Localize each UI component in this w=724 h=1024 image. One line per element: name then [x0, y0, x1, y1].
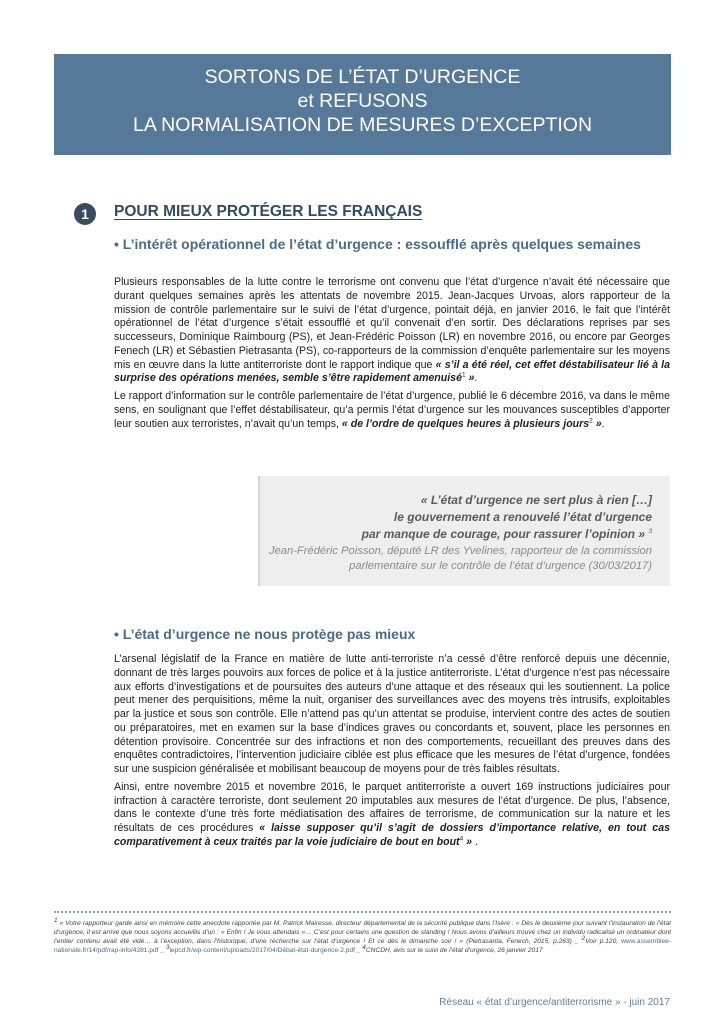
- pull-quote-source-1: Jean-Frédéric Poisson, député LR des Yvelines, rapporteur de la commission: [268, 545, 652, 557]
- section-number-badge: 1: [74, 203, 96, 225]
- title-line-1: SORTONS DE L’ÉTAT D’URGENCE: [204, 66, 521, 88]
- pull-quote-box: [258, 476, 670, 586]
- footnote-ref-4: 4: [459, 835, 464, 843]
- footnotes: $^1$ « Votre rapporteur garde ainsi en mémoire cette anecdote rapportée par M. Patrick Mairesse, directeur départemental de la sécurité publique dans l’Isère : « Dès le deuxième jour suivant l’instauration de l’état d’urgence, il est arrivé que nous soyons accueillis d’un : « Enfin ! Je vous attendais »… C’est pour certains une question de standing ! Nous avons d’ailleurs trouvé chez un individu radicalisé un ordinateur dont l’entier contenu avait été vidé… à l’exception, dans l’historique, d’une recherche sur l’état d’urgence ! Et ce dès le dimanche soir ! » (Pietrasanta, Fenech, 2015, p.263) _ $^2$Voir p.120, www.assemblee-nationale.fr/14/pdf/rap-info/4281.pdf _ $^3$lepcd.fr/wp-content/uploads/2017/04/Débat-état-durgence-2.pdf _ $^4$CNCDH, avis sur le suivi de l’état d’urgence, 26 janvier 2017: [54, 916, 671, 954]
- pull-quote-line-1: « L’état d’urgence ne sert plus à rien […]: [420, 493, 652, 507]
- footnote-ref-2: 2: [589, 416, 593, 424]
- title-banner: [54, 54, 671, 155]
- quote-inline-1: « s’il a été réel, cet effet déstabilisateur lié à la surprise des opérations menées, semble s’être rapidement amenuisé: [114, 358, 670, 385]
- paragraph-4: Ainsi, entre novembre 2015 et novembre 2016, le parquet antiterroriste a ouvert 169 instructions judiciaires pour infraction à caractère terroriste, dont seulement 20 imputables aux mesures de l’état d’urgence. De plus, l’absence, dans le contexte d’une très forte médiatisation des affaires de terrorisme, de communication sur la nature et les résultats de ces procédures « laisse supposer qu’il s’agit de dossiers d’importance relative, en tout cas comparativement à ceux traités par la voie judiciaire de bout en bout$^4$ » .: [114, 780, 670, 848]
- pull-quote-line-2: le gouvernement a renouvelé l’état d’urgence: [393, 510, 652, 524]
- footnote-ref-3: 3: [648, 528, 652, 535]
- paragraph-3: L’arsenal législatif de la France en matière de lutte anti-terroriste n’a cessé d’être renforcé depuis une décennie, donnant de très larges pouvoirs aux forces de police et à la justice antiterroriste. L’état d’urgence n’est pas nécessaire aux efforts d’investigations et de poursuites des auteurs d’une attaque et des réseaux qui les soutiennent. La police peut mener des perquisitions, même la nuit, organiser des surveillances avec des moyens très intrusifs, exploitables par la justice et sous son contrôle. Elle n’attend pas qu’un attentat se produise, intervient contre des actes de soutien ou préparatoires, met en examen sur la base d’indices graves ou concordants et, souvent, place les personnes en détention provisoire. Concentrée sur des infractions et non des comportements, recueillant des preuves dans des enquêtes contradictoires, l’intervention judiciaire ciblée est plus efficace que les mesures de l’état d’urgence, fondées sur une suspicion généralisée et mobilisant beaucoup de moyens pour de très faibles résultats.: [114, 653, 670, 775]
- title-line-3: LA NORMALISATION DE MESURES D’EXCEPTION: [132, 114, 593, 136]
- pull-quote-line-3: par manque de courage, pour rassurer l’opinion » $^3$: [361, 527, 652, 541]
- paragraph-1: Plusieurs responsables de la lutte contre le terrorisme ont convenu que l’état d’urgence n’avait été nécessaire que durant quelques semaines après les attentats de novembre 2015. Jean-Jacques Urvoas, alors rapporteur de la mission de contrôle parlementaire sur le suivi de l’état d’urgence, pointait déjà, en janvier 2016, le fait que l’intérêt opérationnel de l’état d’urgence s’était essoufflé et qu’il convenait d’en sortir. Des déclarations reprises par ses successeurs, Dominique Raimbourg (PS), et Jean-Frédéric Poisson (LR) en novembre 2016, ou encore par Georges Fenech (LR) et Sébastien Pietrasanta (PS), co-rapporteurs de la commission d’enquête parlementaire sur les moyens mis en œuvre dans la lutte antiterroriste dont le rapport indique que « s’il a été réel, cet effet déstabilisateur lié à la surprise des opérations menées, semble s’être rapidement amenuisé$^1$ ».: [114, 276, 670, 385]
- title-line-2: et REFUSONS: [297, 90, 428, 112]
- footnote-2: Voir p.120,: [585, 937, 622, 945]
- quote-inline-2: « de l’ordre de quelques heures à plusieurs jours: [341, 417, 590, 430]
- quote-inline-4: « laisse supposer qu’il s’agit de dossiers d’importance relative, en tout cas comparativement à ceux traités par la voie judiciaire de bout en bout: [114, 822, 670, 848]
- footnote-divider: [54, 911, 671, 913]
- pull-quote-source-2: parlementaire sur le contrôle de l’état d’urgence (30/03/2017): [349, 560, 652, 572]
- footnote-2-link[interactable]: www.assemblee-nationale.fr/14/pdf/rap-info/4281.pdf: [54, 937, 671, 954]
- footnote-ref-1: 1: [461, 371, 466, 379]
- footnote-4: CNCDH, avis sur le suivi de l’état d’urgence, 26 janvier 2017: [365, 946, 543, 954]
- section-title: POUR MIEUX PROTÉGER LES FRANÇAIS: [114, 203, 423, 220]
- subheading-operational-interest: • L’intérêt opérationnel de l’état d’urgence : essoufflé après quelques semaines: [114, 236, 641, 252]
- footnote-3-link[interactable]: lepcd.fr/wp-content/uploads/2017/04/Débat-état-durgence-2.pdf: [169, 946, 355, 954]
- paragraph-block-1: [114, 276, 670, 435]
- paragraph-2: Le rapport d’information sur le contrôle parlementaire de l’état d’urgence, publié le 6 décembre 2016, va dans le même sens, en soulignant que l’effet déstabilisateur, qu’a permis l’état d’urgence sur les mouvances susceptibles d’apporter leur soutien aux terroristes, n’avait qu’un temps, « de l’ordre de quelques heures à plusieurs jours$^2$ ».: [114, 390, 670, 430]
- paragraph-block-2: [114, 653, 670, 854]
- page-footer: Réseau « état d’urgence/antiterrorisme » - juin 2017: [439, 997, 670, 1008]
- subheading-not-better-protected: • L’état d’urgence ne nous protège pas mieux: [114, 626, 416, 642]
- footnote-1: « Votre rapporteur garde ainsi en mémoire cette anecdote rapportée par M. Patrick Mairesse, directeur départemental de la sécurité publique dans l’Isère : « Dès le deuxième jour suivant l’instauration de l’état d’urgence, il est arrivé que nous soyons accueillis d’un : « Enfin ! Je vous attendais »… C’est pour certains une question de standing ! Nous avons d’ailleurs trouvé chez un individu radicalisé un ordinateur dont l’entier contenu avait été vidé… à l’exception, dans l’historique, d’une recherche sur l’état d’urgence ! Et ce dès le dimanche soir ! » (Pietrasanta, Fenech, 2015, p.263) _: [54, 920, 671, 945]
